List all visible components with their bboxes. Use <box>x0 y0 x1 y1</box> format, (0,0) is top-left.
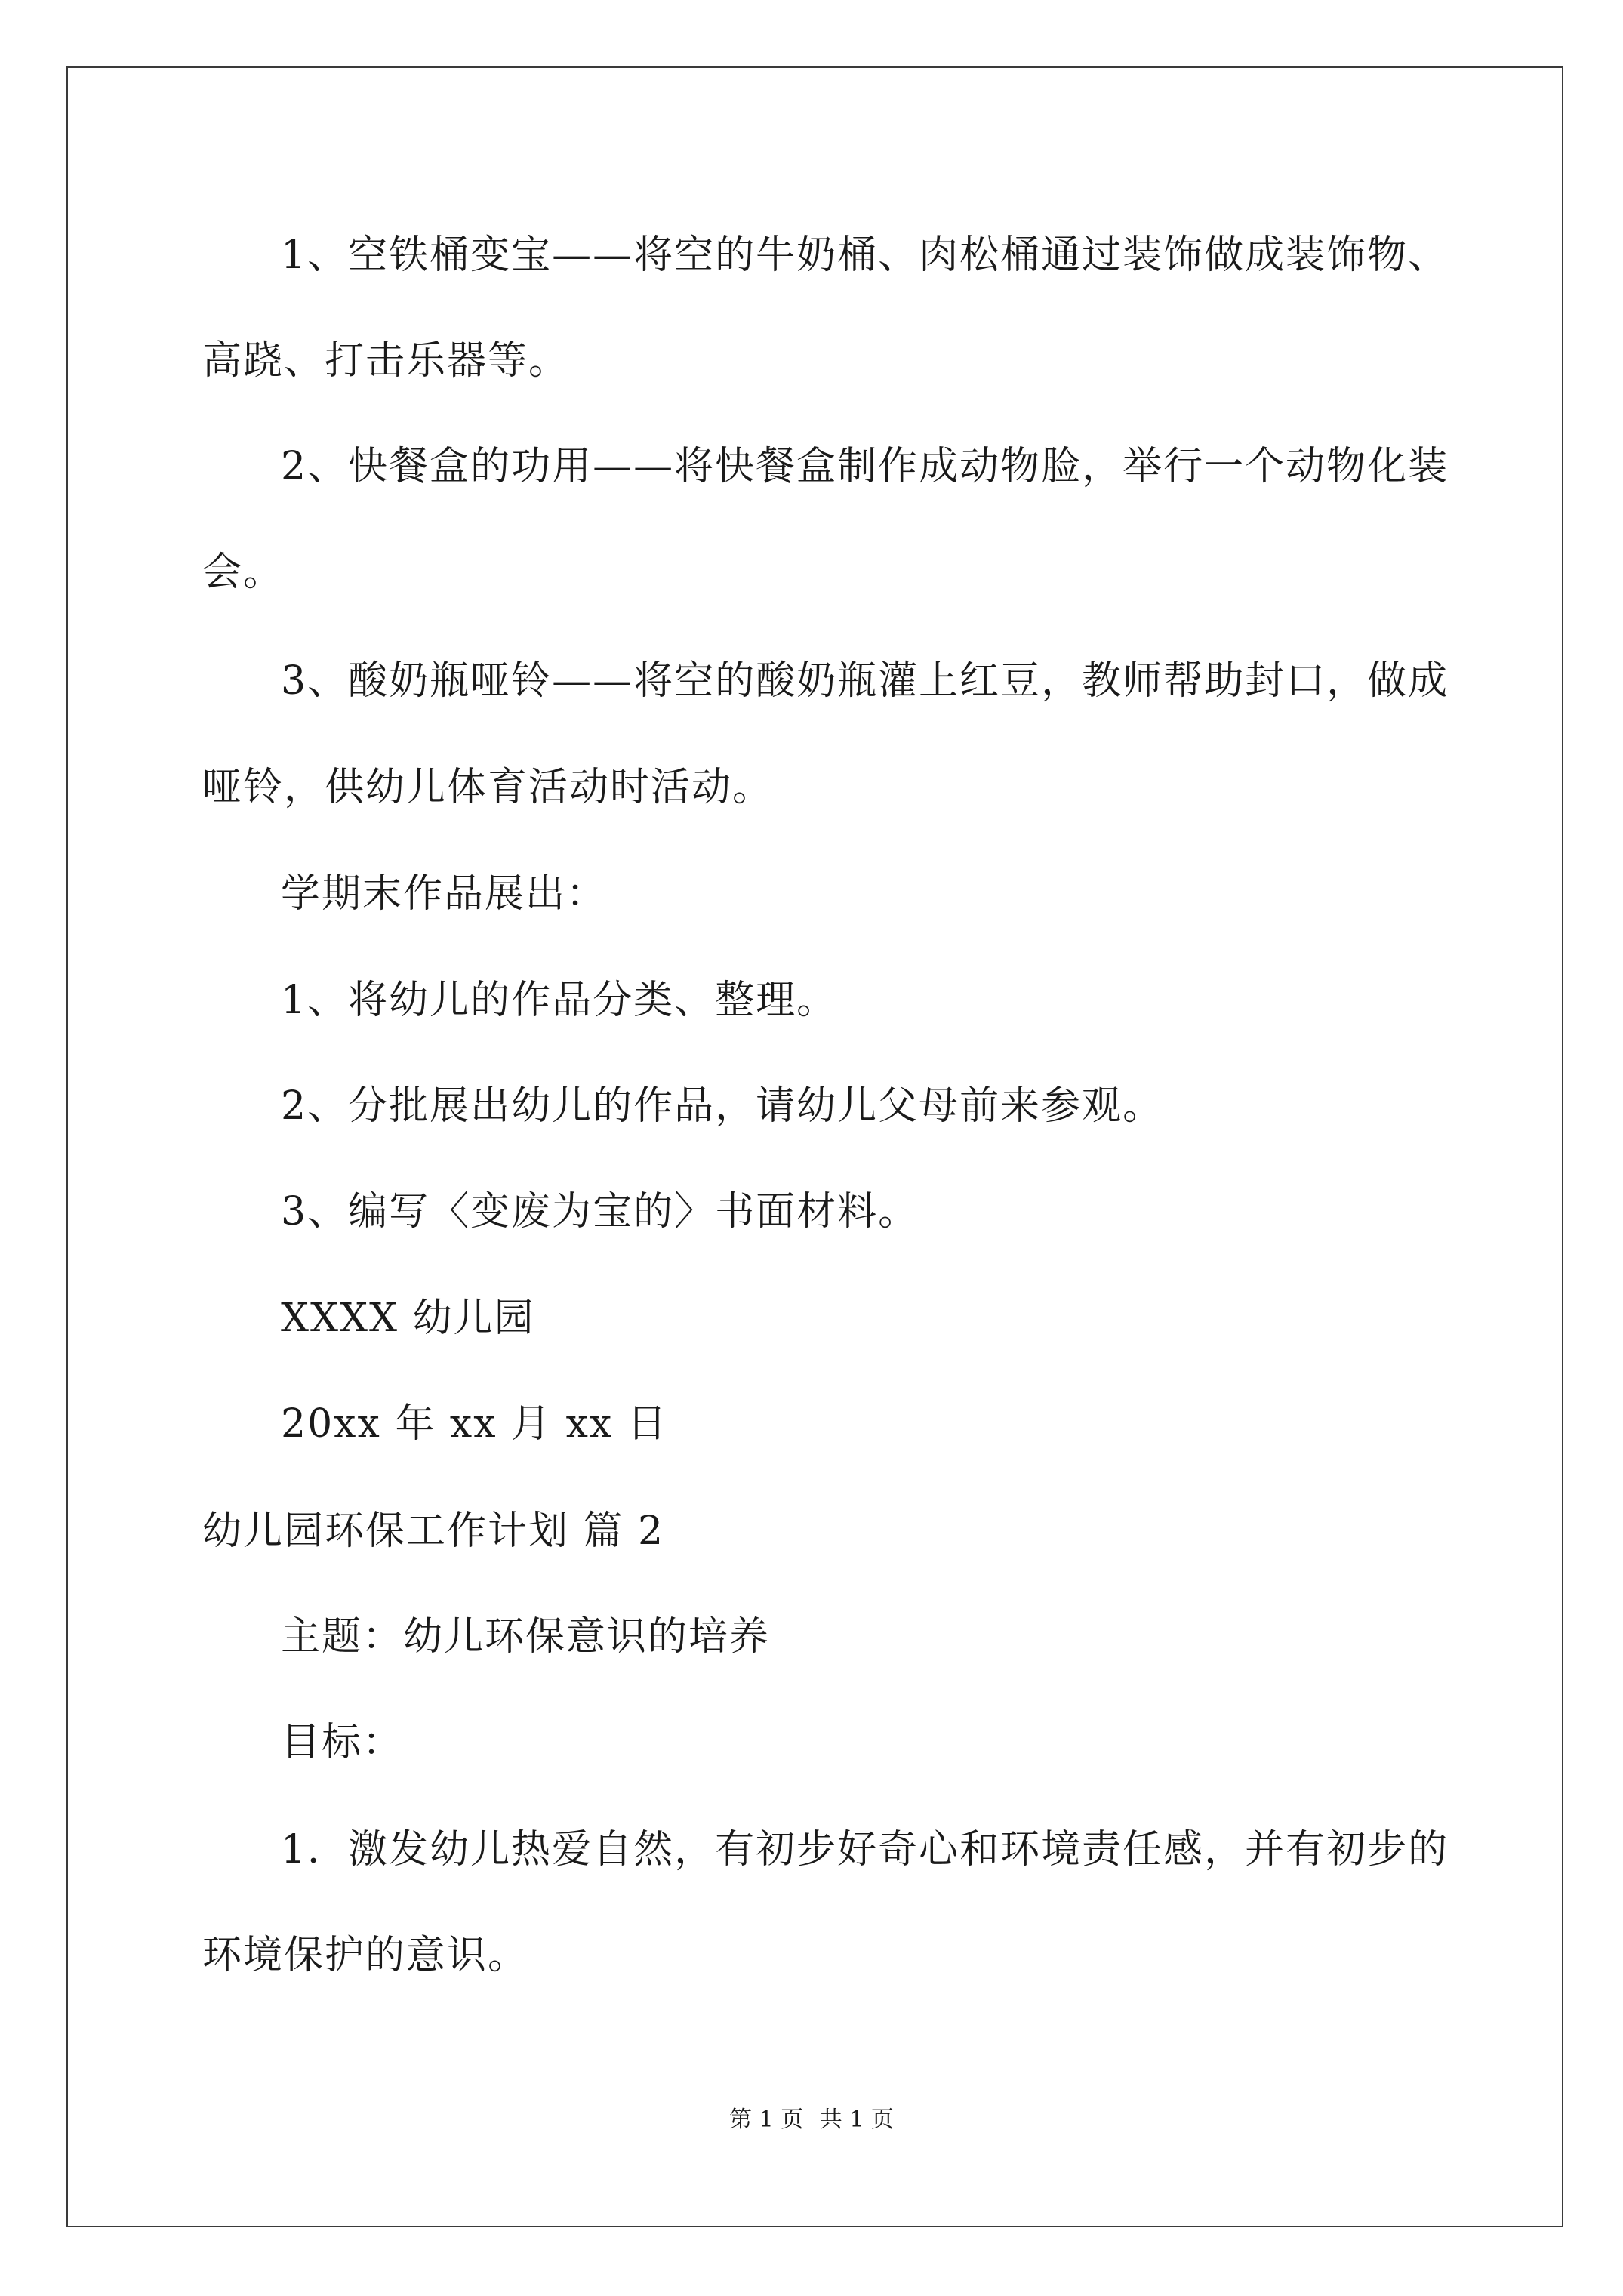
paragraph-line: 3、编写〈变废为宝的〉书面材料。 <box>281 1189 919 1234</box>
paragraph-line: 1、将幼儿的作品分类、整理。 <box>281 978 838 1023</box>
paragraph-line: 高跷、打击乐器等。 <box>202 338 570 384</box>
paragraph-line: 学期末作品展出： <box>281 871 608 917</box>
paragraph-line: 目标： <box>281 1720 404 1765</box>
paragraph-line: 环境保护的意识。 <box>202 1933 529 1978</box>
page-number: 第 1 页 <box>729 2106 804 2133</box>
paragraph-line: 2、快餐盒的功用——将快餐盒制作成动物脸，举行一个动物化装 <box>281 444 1449 489</box>
page-footer <box>0 2106 1623 2134</box>
paragraph-line: 2、分批展出幼儿的作品，请幼儿父母前来参观。 <box>281 1083 1164 1129</box>
paragraph-line: 会。 <box>202 550 285 595</box>
signature-org: XXXX 幼儿园 <box>281 1296 535 1341</box>
section-heading: 幼儿园环保工作计划 篇 2 <box>202 1509 665 1554</box>
paragraph-line: 1、空铁桶变宝——将空的牛奶桶、肉松桶通过装饰做成装饰物、 <box>281 233 1449 278</box>
paragraph-line: 哑铃，供幼儿体育活动时活动。 <box>202 765 774 810</box>
paragraph-line: 1．激发幼儿热爱自然，有初步好奇心和环境责任感，并有初步的 <box>281 1827 1449 1872</box>
page-total: 共 1 页 <box>819 2106 894 2133</box>
paragraph-line: 3、酸奶瓶哑铃——将空的酸奶瓶灌上红豆，教师帮助封口，做成 <box>281 658 1449 704</box>
page-border <box>66 66 1563 2227</box>
signature-date: 20xx 年 xx 月 xx 日 <box>281 1401 668 1447</box>
paragraph-line: 主题：幼儿环保意识的培养 <box>281 1614 771 1660</box>
